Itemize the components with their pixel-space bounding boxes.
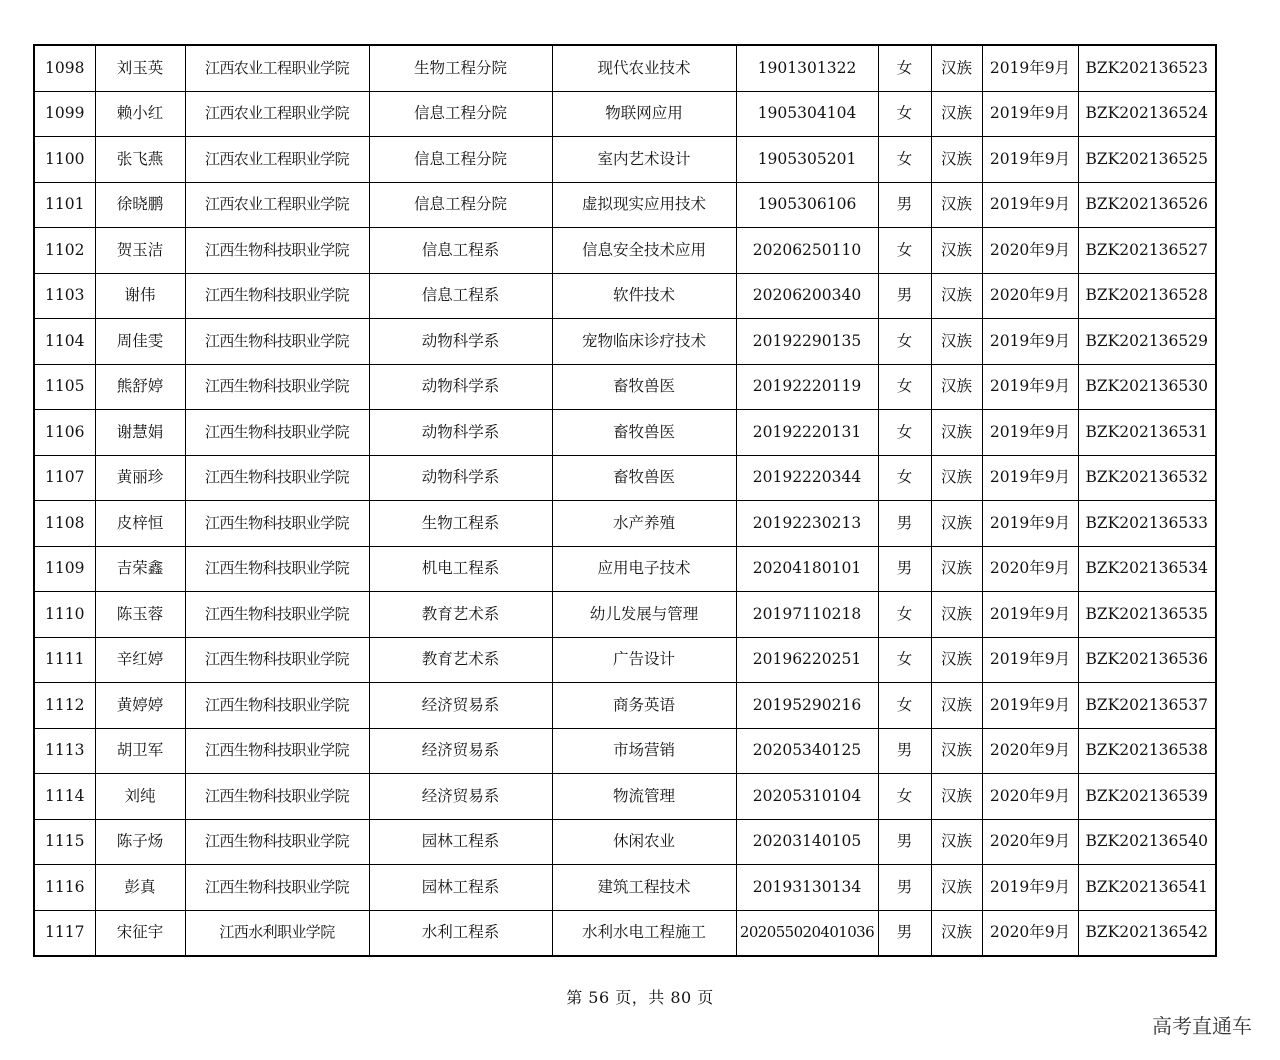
table-row <box>34 774 1216 820</box>
gender-cell: 女 <box>878 91 931 137</box>
gender-cell: 女 <box>878 137 931 183</box>
table-row <box>34 137 1216 183</box>
enrollment-date-cell: 2019年9月 <box>982 137 1078 183</box>
certificate-number-cell: BZK202136539 <box>1078 774 1216 820</box>
school-name-cell: 江西生物科技职业学院 <box>185 455 369 501</box>
gender-cell: 女 <box>878 319 931 365</box>
gender-cell: 男 <box>878 546 931 592</box>
seq-number-cell: 1112 <box>34 683 95 729</box>
school-name-cell: 江西农业工程职业学院 <box>185 182 369 228</box>
certificate-number-cell: BZK202136541 <box>1078 865 1216 911</box>
student-id-cell: 20205310104 <box>736 774 878 820</box>
ethnicity-cell: 汉族 <box>931 592 982 638</box>
ethnicity-cell: 汉族 <box>931 228 982 274</box>
student-roster-table <box>33 44 1217 957</box>
watermark-logo: 高考直通车 <box>1152 1014 1252 1038</box>
seq-number-cell: 1116 <box>34 865 95 911</box>
enrollment-date-cell: 2020年9月 <box>982 910 1078 956</box>
seq-number-cell: 1103 <box>34 273 95 319</box>
ethnicity-cell: 汉族 <box>931 728 982 774</box>
school-name-cell: 江西生物科技职业学院 <box>185 364 369 410</box>
seq-number-cell: 1107 <box>34 455 95 501</box>
school-name-cell: 江西生物科技职业学院 <box>185 319 369 365</box>
ethnicity-cell: 汉族 <box>931 683 982 729</box>
table-row <box>34 228 1216 274</box>
major-cell: 建筑工程技术 <box>552 865 736 911</box>
certificate-number-cell: BZK202136535 <box>1078 592 1216 638</box>
gender-cell: 女 <box>878 637 931 683</box>
student-id-cell: 20195290216 <box>736 683 878 729</box>
seq-number-cell: 1102 <box>34 228 95 274</box>
certificate-number-cell: BZK202136542 <box>1078 910 1216 956</box>
major-cell: 现代农业技术 <box>552 45 736 91</box>
student-id-cell: 20206200340 <box>736 273 878 319</box>
gender-cell: 男 <box>878 728 931 774</box>
ethnicity-cell: 汉族 <box>931 819 982 865</box>
major-cell: 虚拟现实应用技术 <box>552 182 736 228</box>
student-name-cell: 陈玉蓉 <box>95 592 185 638</box>
student-name-cell: 周佳雯 <box>95 319 185 365</box>
enrollment-date-cell: 2019年9月 <box>982 45 1078 91</box>
gender-cell: 女 <box>878 774 931 820</box>
seq-number-cell: 1113 <box>34 728 95 774</box>
table-row <box>34 728 1216 774</box>
school-name-cell: 江西生物科技职业学院 <box>185 410 369 456</box>
school-name-cell: 江西生物科技职业学院 <box>185 546 369 592</box>
table-row <box>34 637 1216 683</box>
table-row <box>34 546 1216 592</box>
enrollment-date-cell: 2019年9月 <box>982 91 1078 137</box>
student-id-cell: 20203140105 <box>736 819 878 865</box>
seq-number-cell: 1104 <box>34 319 95 365</box>
table-row <box>34 819 1216 865</box>
department-cell: 生物工程分院 <box>369 45 552 91</box>
school-name-cell: 江西生物科技职业学院 <box>185 501 369 547</box>
gender-cell: 女 <box>878 364 931 410</box>
enrollment-date-cell: 2019年9月 <box>982 637 1078 683</box>
department-cell: 园林工程系 <box>369 865 552 911</box>
department-cell: 水利工程系 <box>369 910 552 956</box>
gender-cell: 女 <box>878 45 931 91</box>
student-id-cell: 1905306106 <box>736 182 878 228</box>
major-cell: 室内艺术设计 <box>552 137 736 183</box>
certificate-number-cell: BZK202136528 <box>1078 273 1216 319</box>
major-cell: 物流管理 <box>552 774 736 820</box>
certificate-number-cell: BZK202136530 <box>1078 364 1216 410</box>
student-name-cell: 刘纯 <box>95 774 185 820</box>
gender-cell: 女 <box>878 410 931 456</box>
ethnicity-cell: 汉族 <box>931 774 982 820</box>
school-name-cell: 江西农业工程职业学院 <box>185 137 369 183</box>
certificate-number-cell: BZK202136536 <box>1078 637 1216 683</box>
school-name-cell: 江西生物科技职业学院 <box>185 683 369 729</box>
department-cell: 园林工程系 <box>369 819 552 865</box>
student-name-cell: 皮梓恒 <box>95 501 185 547</box>
enrollment-date-cell: 2020年9月 <box>982 228 1078 274</box>
enrollment-date-cell: 2020年9月 <box>982 819 1078 865</box>
student-name-cell: 熊舒婷 <box>95 364 185 410</box>
department-cell: 信息工程系 <box>369 273 552 319</box>
student-name-cell: 陈子炀 <box>95 819 185 865</box>
student-id-cell: 20192290135 <box>736 319 878 365</box>
certificate-number-cell: BZK202136540 <box>1078 819 1216 865</box>
department-cell: 经济贸易系 <box>369 683 552 729</box>
school-name-cell: 江西生物科技职业学院 <box>185 819 369 865</box>
enrollment-date-cell: 2019年9月 <box>982 364 1078 410</box>
student-name-cell: 谢伟 <box>95 273 185 319</box>
major-cell: 畜牧兽医 <box>552 455 736 501</box>
major-cell: 物联网应用 <box>552 91 736 137</box>
table-row <box>34 910 1216 956</box>
student-id-cell: 20193130134 <box>736 865 878 911</box>
seq-number-cell: 1098 <box>34 45 95 91</box>
table-body <box>34 45 1216 956</box>
seq-number-cell: 1106 <box>34 410 95 456</box>
student-id-cell: 20192220131 <box>736 410 878 456</box>
major-cell: 宠物临床诊疗技术 <box>552 319 736 365</box>
enrollment-date-cell: 2020年9月 <box>982 546 1078 592</box>
student-name-cell: 徐晓鹏 <box>95 182 185 228</box>
department-cell: 信息工程分院 <box>369 91 552 137</box>
seq-number-cell: 1109 <box>34 546 95 592</box>
seq-number-cell: 1114 <box>34 774 95 820</box>
seq-number-cell: 1108 <box>34 501 95 547</box>
certificate-number-cell: BZK202136524 <box>1078 91 1216 137</box>
department-cell: 经济贸易系 <box>369 774 552 820</box>
ethnicity-cell: 汉族 <box>931 410 982 456</box>
student-name-cell: 胡卫军 <box>95 728 185 774</box>
department-cell: 信息工程系 <box>369 228 552 274</box>
ethnicity-cell: 汉族 <box>931 910 982 956</box>
department-cell: 经济贸易系 <box>369 728 552 774</box>
major-cell: 软件技术 <box>552 273 736 319</box>
student-id-cell: 20197110218 <box>736 592 878 638</box>
major-cell: 幼儿发展与管理 <box>552 592 736 638</box>
gender-cell: 女 <box>878 592 931 638</box>
student-id-cell: 20204180101 <box>736 546 878 592</box>
gender-cell: 女 <box>878 228 931 274</box>
enrollment-date-cell: 2019年9月 <box>982 683 1078 729</box>
department-cell: 生物工程系 <box>369 501 552 547</box>
gender-cell: 男 <box>878 910 931 956</box>
student-id-cell: 20205340125 <box>736 728 878 774</box>
certificate-number-cell: BZK202136526 <box>1078 182 1216 228</box>
school-name-cell: 江西农业工程职业学院 <box>185 91 369 137</box>
student-name-cell: 吉荣鑫 <box>95 546 185 592</box>
seq-number-cell: 1100 <box>34 137 95 183</box>
seq-number-cell: 1105 <box>34 364 95 410</box>
gender-cell: 女 <box>878 455 931 501</box>
ethnicity-cell: 汉族 <box>931 273 982 319</box>
department-cell: 动物科学系 <box>369 410 552 456</box>
school-name-cell: 江西农业工程职业学院 <box>185 45 369 91</box>
table-row <box>34 91 1216 137</box>
seq-number-cell: 1101 <box>34 182 95 228</box>
major-cell: 信息安全技术应用 <box>552 228 736 274</box>
department-cell: 动物科学系 <box>369 455 552 501</box>
enrollment-date-cell: 2019年9月 <box>982 319 1078 365</box>
student-id-cell: 20192220344 <box>736 455 878 501</box>
ethnicity-cell: 汉族 <box>931 91 982 137</box>
table-row <box>34 182 1216 228</box>
student-name-cell: 谢慧娟 <box>95 410 185 456</box>
gender-cell: 男 <box>878 182 931 228</box>
certificate-number-cell: BZK202136529 <box>1078 319 1216 365</box>
table-row <box>34 45 1216 91</box>
ethnicity-cell: 汉族 <box>931 455 982 501</box>
student-id-cell: 20192230213 <box>736 501 878 547</box>
student-id-cell: 202055020401036 <box>736 910 878 956</box>
student-id-cell: 20206250110 <box>736 228 878 274</box>
seq-number-cell: 1111 <box>34 637 95 683</box>
student-name-cell: 黄婷婷 <box>95 683 185 729</box>
school-name-cell: 江西生物科技职业学院 <box>185 228 369 274</box>
ethnicity-cell: 汉族 <box>931 182 982 228</box>
school-name-cell: 江西生物科技职业学院 <box>185 637 369 683</box>
major-cell: 商务英语 <box>552 683 736 729</box>
certificate-number-cell: BZK202136523 <box>1078 45 1216 91</box>
ethnicity-cell: 汉族 <box>931 501 982 547</box>
ethnicity-cell: 汉族 <box>931 319 982 365</box>
certificate-number-cell: BZK202136525 <box>1078 137 1216 183</box>
enrollment-date-cell: 2019年9月 <box>982 501 1078 547</box>
school-name-cell: 江西生物科技职业学院 <box>185 865 369 911</box>
certificate-number-cell: BZK202136531 <box>1078 410 1216 456</box>
student-id-cell: 1905305201 <box>736 137 878 183</box>
student-name-cell: 宋征宇 <box>95 910 185 956</box>
ethnicity-cell: 汉族 <box>931 45 982 91</box>
ethnicity-cell: 汉族 <box>931 865 982 911</box>
school-name-cell: 江西生物科技职业学院 <box>185 774 369 820</box>
department-cell: 信息工程分院 <box>369 137 552 183</box>
table-row <box>34 455 1216 501</box>
enrollment-date-cell: 2020年9月 <box>982 774 1078 820</box>
department-cell: 信息工程分院 <box>369 182 552 228</box>
major-cell: 市场营销 <box>552 728 736 774</box>
certificate-number-cell: BZK202136538 <box>1078 728 1216 774</box>
student-name-cell: 刘玉英 <box>95 45 185 91</box>
school-name-cell: 江西生物科技职业学院 <box>185 273 369 319</box>
ethnicity-cell: 汉族 <box>931 137 982 183</box>
page-footer: 第 56 页，共 80 页 <box>566 988 714 1007</box>
student-name-cell: 张飞燕 <box>95 137 185 183</box>
student-id-cell: 20192220119 <box>736 364 878 410</box>
table-row <box>34 364 1216 410</box>
certificate-number-cell: BZK202136527 <box>1078 228 1216 274</box>
major-cell: 应用电子技术 <box>552 546 736 592</box>
department-cell: 动物科学系 <box>369 364 552 410</box>
seq-number-cell: 1115 <box>34 819 95 865</box>
school-name-cell: 江西生物科技职业学院 <box>185 592 369 638</box>
student-name-cell: 彭真 <box>95 865 185 911</box>
enrollment-date-cell: 2019年9月 <box>982 455 1078 501</box>
enrollment-date-cell: 2019年9月 <box>982 182 1078 228</box>
certificate-number-cell: BZK202136537 <box>1078 683 1216 729</box>
gender-cell: 女 <box>878 683 931 729</box>
table-row <box>34 273 1216 319</box>
student-id-cell: 1905304104 <box>736 91 878 137</box>
department-cell: 教育艺术系 <box>369 592 552 638</box>
school-name-cell: 江西水利职业学院 <box>185 910 369 956</box>
major-cell: 休闲农业 <box>552 819 736 865</box>
gender-cell: 男 <box>878 865 931 911</box>
department-cell: 动物科学系 <box>369 319 552 365</box>
table-row <box>34 592 1216 638</box>
major-cell: 广告设计 <box>552 637 736 683</box>
student-name-cell: 辛红婷 <box>95 637 185 683</box>
table-row <box>34 319 1216 365</box>
table-row <box>34 865 1216 911</box>
gender-cell: 男 <box>878 501 931 547</box>
department-cell: 机电工程系 <box>369 546 552 592</box>
certificate-number-cell: BZK202136532 <box>1078 455 1216 501</box>
student-name-cell: 赖小红 <box>95 91 185 137</box>
table-row <box>34 501 1216 547</box>
enrollment-date-cell: 2019年9月 <box>982 865 1078 911</box>
school-name-cell: 江西生物科技职业学院 <box>185 728 369 774</box>
certificate-number-cell: BZK202136533 <box>1078 501 1216 547</box>
student-id-cell: 1901301322 <box>736 45 878 91</box>
department-cell: 教育艺术系 <box>369 637 552 683</box>
seq-number-cell: 1110 <box>34 592 95 638</box>
student-name-cell: 黄丽珍 <box>95 455 185 501</box>
student-id-cell: 20196220251 <box>736 637 878 683</box>
enrollment-date-cell: 2019年9月 <box>982 592 1078 638</box>
major-cell: 水利水电工程施工 <box>552 910 736 956</box>
seq-number-cell: 1099 <box>34 91 95 137</box>
ethnicity-cell: 汉族 <box>931 637 982 683</box>
table-row <box>34 683 1216 729</box>
ethnicity-cell: 汉族 <box>931 546 982 592</box>
major-cell: 畜牧兽医 <box>552 364 736 410</box>
seq-number-cell: 1117 <box>34 910 95 956</box>
major-cell: 水产养殖 <box>552 501 736 547</box>
student-name-cell: 贺玉洁 <box>95 228 185 274</box>
enrollment-date-cell: 2019年9月 <box>982 410 1078 456</box>
enrollment-date-cell: 2020年9月 <box>982 273 1078 319</box>
major-cell: 畜牧兽医 <box>552 410 736 456</box>
gender-cell: 男 <box>878 273 931 319</box>
table-row <box>34 410 1216 456</box>
certificate-number-cell: BZK202136534 <box>1078 546 1216 592</box>
gender-cell: 男 <box>878 819 931 865</box>
enrollment-date-cell: 2020年9月 <box>982 728 1078 774</box>
ethnicity-cell: 汉族 <box>931 364 982 410</box>
